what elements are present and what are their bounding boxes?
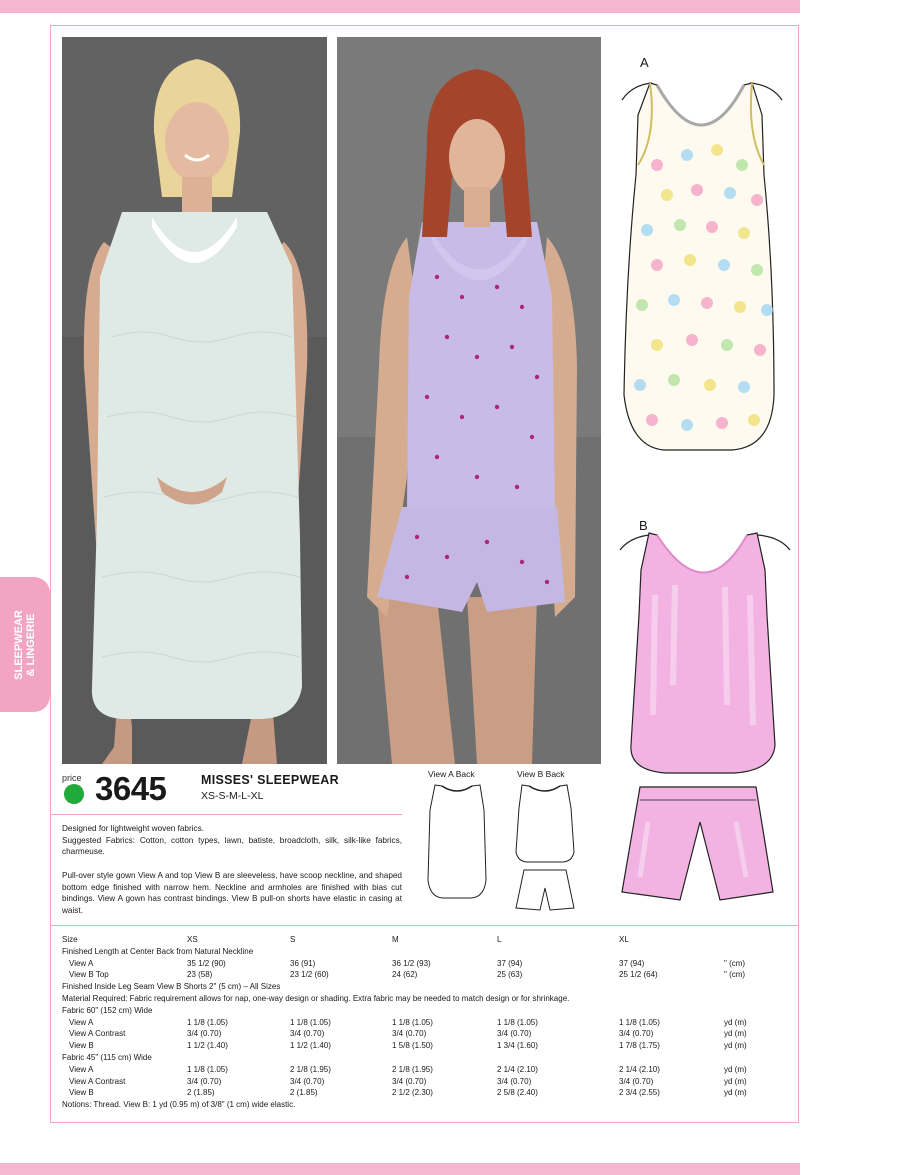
table-cell: 2 (1.85) <box>290 1088 318 1098</box>
view-a-back-label: View A Back <box>428 769 475 779</box>
unit-cell: yd (m) <box>724 1076 747 1086</box>
description-style <box>62 870 402 916</box>
table-cell: 3/4 (0.70) <box>619 1076 654 1086</box>
table-cell: 2 1/8 (1.95) <box>290 1064 331 1074</box>
table-cell: 25 1/2 (64) <box>619 970 658 980</box>
table-cell: 2 1/4 (2.10) <box>619 1064 660 1074</box>
row-label: View B <box>69 1041 94 1051</box>
illustration-view-b-top <box>615 515 795 780</box>
row-label: Finished Inside Leg Seam View B Shorts 2" (5 cm) – All Sizes <box>62 982 281 992</box>
table-cell: 3/4 (0.70) <box>290 1076 325 1086</box>
table-row <box>62 1006 762 1018</box>
table-cell: 36 (91) <box>290 958 316 968</box>
table-cell: 1 3/4 (1.60) <box>497 1041 538 1051</box>
yardage-table <box>62 935 762 1112</box>
table-cell: 24 (62) <box>392 970 418 980</box>
unit-cell: yd (m) <box>724 1088 747 1098</box>
unit-cell: yd (m) <box>724 1029 747 1039</box>
table-cell: 23 (58) <box>187 970 213 980</box>
table-cell: 1 7/8 (1.75) <box>619 1041 660 1051</box>
table-cell: 3/4 (0.70) <box>187 1076 222 1086</box>
column-header: Size <box>62 935 78 944</box>
table-cell: 1 1/8 (1.05) <box>187 1017 228 1027</box>
unit-cell: yd (m) <box>724 1017 747 1027</box>
table-row <box>62 994 762 1006</box>
photo-view-a <box>62 37 327 764</box>
row-label: View A <box>69 958 94 968</box>
table-cell: 3/4 (0.70) <box>392 1029 427 1039</box>
description-intro: Designed for lightweight woven fabrics. <box>62 824 204 833</box>
row-label: View A Contrast <box>69 1076 126 1086</box>
table-cell: 36 1/2 (93) <box>392 958 431 968</box>
table-cell: 1 1/2 (1.40) <box>290 1041 331 1051</box>
table-row <box>62 1018 762 1030</box>
row-label: View A <box>69 1017 94 1027</box>
category-tab-line1: SLEEPWEAR <box>13 610 25 680</box>
table-cell: 3/4 (0.70) <box>497 1029 532 1039</box>
illustration-view-b-shorts <box>618 782 778 907</box>
table-cell: 3/4 (0.70) <box>392 1076 427 1086</box>
table-row <box>62 959 762 971</box>
unit-cell: yd (m) <box>724 1064 747 1074</box>
table-row <box>62 947 762 959</box>
table-cell: 1 1/8 (1.05) <box>619 1017 660 1027</box>
category-tab-label <box>13 610 37 680</box>
table-cell: 3/4 (0.70) <box>187 1029 222 1039</box>
table-cell: 2 1/2 (2.30) <box>392 1088 433 1098</box>
description-fabrics: Suggested Fabrics: Cotton, cotton types, lawn, batiste, broadcloth, silk, silk-like fabrics, charmeuse. <box>62 835 402 857</box>
price-code-dot <box>64 784 84 804</box>
table-row <box>62 1100 762 1112</box>
pattern-sizes: XS-S-M-L-XL <box>201 790 264 802</box>
table-cell: 2 5/8 (2.40) <box>497 1088 538 1098</box>
table-row <box>62 970 762 982</box>
row-label: View B Top <box>69 970 109 980</box>
table-cell: 3/4 (0.70) <box>619 1029 654 1039</box>
table-cell: 2 (1.85) <box>187 1088 215 1098</box>
category-tab-line2: & LINGERIE <box>25 613 37 677</box>
row-label: View A <box>69 1064 94 1074</box>
table-cell: 23 1/2 (60) <box>290 970 329 980</box>
table-cell: 25 (63) <box>497 970 523 980</box>
table-row <box>62 1065 762 1077</box>
table-row <box>62 982 762 994</box>
view-b-back-drawing <box>510 780 580 915</box>
row-label: Fabric 45" (115 cm) Wide <box>62 1052 152 1062</box>
view-b-letter: B <box>639 518 648 533</box>
header-divider <box>50 814 402 815</box>
photo-view-b <box>337 37 601 764</box>
table-divider <box>50 925 799 926</box>
row-label: Notions: Thread. View B: 1 yd (0.95 m) of 3/8" (1 cm) wide elastic. <box>62 1100 296 1110</box>
row-label: Material Required: Fabric requirement allows for nap, one-way design or shading. Extra fabric may be needed to match design or for shrinkage. <box>62 993 570 1003</box>
table-cell: 1 1/8 (1.05) <box>187 1064 228 1074</box>
table-cell: 37 (94) <box>619 958 645 968</box>
table-row <box>62 1041 762 1053</box>
column-header: M <box>392 935 399 944</box>
table-cell: 1 1/8 (1.05) <box>497 1017 538 1027</box>
row-label: Finished Length at Center Back from Natural Neckline <box>62 946 254 956</box>
row-label: View B <box>69 1088 94 1098</box>
table-cell: 35 1/2 (90) <box>187 958 226 968</box>
unit-cell: " (cm) <box>724 958 746 968</box>
unit-cell: " (cm) <box>724 970 746 980</box>
description <box>62 823 402 858</box>
view-b-back-label: View B Back <box>517 769 565 779</box>
pattern-title: MISSES' SLEEPWEAR <box>201 773 339 787</box>
bottom-pink-band <box>0 1163 800 1175</box>
table-header-row <box>62 935 762 947</box>
table-cell: 3/4 (0.70) <box>497 1076 532 1086</box>
row-label: Fabric 60" (152 cm) Wide <box>62 1005 153 1015</box>
table-row <box>62 1088 762 1100</box>
table-row <box>62 1029 762 1041</box>
table-cell: 1 5/8 (1.50) <box>392 1041 433 1051</box>
pattern-number: 3645 <box>95 770 167 807</box>
column-header: XL <box>619 935 629 944</box>
table-cell: 37 (94) <box>497 958 523 968</box>
table-cell: 2 1/4 (2.10) <box>497 1064 538 1074</box>
column-header: L <box>497 935 502 944</box>
table-cell: 3/4 (0.70) <box>290 1029 325 1039</box>
price-label: price <box>62 773 82 783</box>
table-cell: 1 1/8 (1.05) <box>392 1017 433 1027</box>
table-cell: 2 1/8 (1.95) <box>392 1064 433 1074</box>
row-label: View A Contrast <box>69 1029 126 1039</box>
table-cell: 2 3/4 (2.55) <box>619 1088 660 1098</box>
table-row <box>62 1077 762 1089</box>
view-a-letter: A <box>640 55 649 70</box>
top-pink-band <box>0 0 800 13</box>
description-details: Pull-over style gown View A and top View B are sleeveless, have scoop neckline, and shaped bottom edge finished with narrow hem. Neckline and armholes are finished with bias cut bindings. View A gown has contrast bindings. View B pull-on shorts have elastic in casing at waist. <box>62 871 402 915</box>
table-cell: 1 1/2 (1.40) <box>187 1041 228 1051</box>
column-header: XS <box>187 935 198 944</box>
table-row <box>62 1053 762 1065</box>
table-cell: 1 1/8 (1.05) <box>290 1017 331 1027</box>
view-a-back-drawing <box>420 780 495 902</box>
illustration-view-a <box>612 55 792 465</box>
unit-cell: yd (m) <box>724 1041 747 1051</box>
column-header: S <box>290 935 296 944</box>
